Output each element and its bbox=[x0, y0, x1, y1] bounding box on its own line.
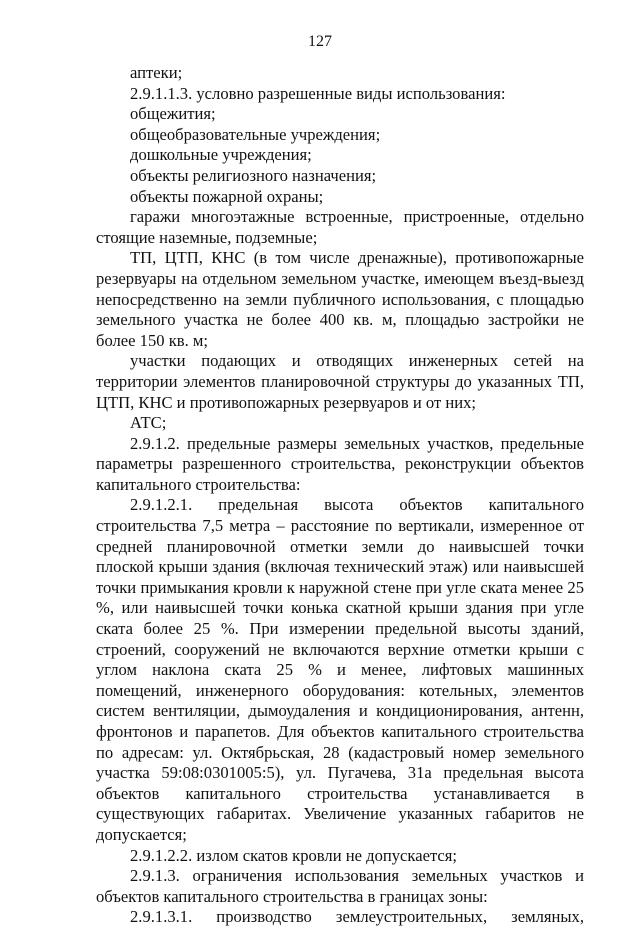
page-number: 127 bbox=[308, 33, 332, 50]
paragraph: объекты религиозного назначения; bbox=[130, 165, 377, 185]
paragraph: объекты пожарной охраны; bbox=[130, 186, 324, 206]
paragraph: общежития; bbox=[130, 104, 216, 124]
document-body bbox=[96, 63, 584, 928]
paragraph: дошкольные учреждения; bbox=[130, 145, 312, 165]
paragraph: общеобразовательные учреждения; bbox=[130, 124, 381, 144]
paragraph: 2.9.1.2.1. предельная высота объектов капитального строительства 7,5 метра – расстояние по вертикали, измеренное от средней планировочной отметки земли до наивысшей точки плоской крыши здания (включая технический этаж) или наивысшей точки примыкания кровли к наружной стене при угле ската менее 25 %, или наивысшей точки конька скатной крыши здания при угле ската более 25 %. При измерении предельной высоты зданий, строений, сооружений не включаются верхние отметки крыши с углом наклона ската 25 % и менее, лифтовых машинных помещений, инженерного оборудования: котельных, элементов систем вентиляции, дымоудаления и кондиционирования, антенн, фронтонов и парапетов. Для объектов капитального строительства по адресам: ул. Октябрьская, 28 (кадастровый номер земельного участка 59:08:0301005:5), ул. Пугачева, 31а предельная высота объектов капитального строительства устанавливается в существующих габаритах. Увеличение указанных габаритов не допускается; bbox=[96, 495, 584, 844]
paragraph: 2.9.1.2.2. излом скатов кровли не допускается; bbox=[130, 845, 458, 865]
paragraph: ТП, ЦТП, КНС (в том числе дренажные), противопожарные резервуары на отдельном земельном участке, имеющем въезд-выезд непосредственно на земли публичного использования, с площадью земельного участка не более 400 кв. м, площадью застройки не более 150 кв. м; bbox=[96, 248, 584, 350]
paragraph: гаражи многоэтажные встроенные, пристроенные, отдельно стоящие наземные, подземные; bbox=[96, 207, 584, 247]
paragraph: 2.9.1.3.1. производство землеустроительных, земляных, bbox=[130, 907, 584, 927]
paragraph: АТС; bbox=[130, 413, 167, 433]
paragraph: аптеки; bbox=[130, 63, 183, 82]
paragraph: 2.9.1.2. предельные размеры земельных участков, предельные параметры разрешенного строительства, реконструкции объектов капитального строительства: bbox=[96, 433, 584, 494]
paragraph: 2.9.1.3. ограничения использования земельных участков и объектов капитального строительства в границах зоны: bbox=[96, 866, 584, 906]
paragraph: участки подающих и отводящих инженерных сетей на территории элементов планировочной структуры до указанных ТП, ЦТП, КНС и противопожарных резервуаров и от них; bbox=[96, 351, 584, 412]
paragraph: 2.9.1.1.3. условно разрешенные виды использования: bbox=[130, 83, 506, 103]
